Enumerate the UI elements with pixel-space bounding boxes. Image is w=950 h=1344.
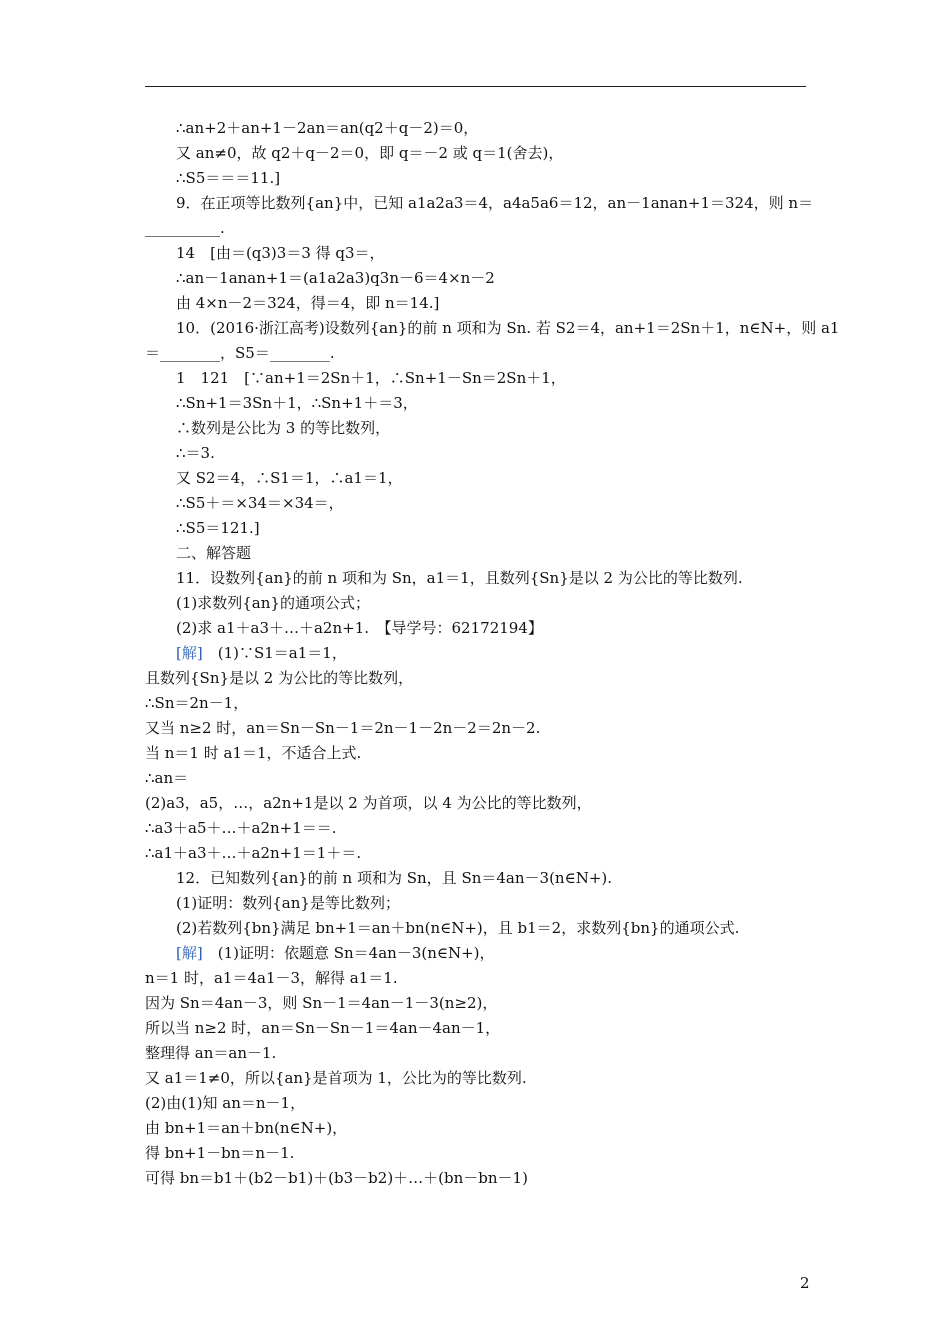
- text-line: ∴Sn＝2n－1，: [145, 694, 249, 712]
- text-line: 且数列{Sn}是以 2 为公比的等比数列，: [145, 669, 414, 687]
- text-line: 可得 bn＝b1＋(b2－b1)＋(b3－b2)＋…＋(bn－bn－1): [145, 1169, 528, 1187]
- text-line: (2)由(1)知 an＝n－1，: [145, 1094, 306, 1112]
- text-line: ∴＝3.: [176, 444, 215, 462]
- text-line: 14 [由＝(q3)3＝3 得 q3＝，: [176, 244, 385, 262]
- text-line: (1)证明：数列{an}是等比数列；: [176, 894, 400, 912]
- text-line: 当 n＝1 时 a1＝1，不适合上式.: [145, 744, 362, 762]
- solution-label: [解]: [176, 644, 203, 662]
- text-line: ∴an－1anan+1＝(a1a2a3)q3n－6＝4×n－2: [176, 269, 495, 287]
- text-line: 又 an≠0，故 q2＋q－2＝0，即 q＝－2 或 q＝1(舍去)，: [176, 144, 564, 162]
- question-11: 11．设数列{an}的前 n 项和为 Sn，a1＝1，且数列{Sn}是以 2 为公比的等比数列.: [176, 569, 743, 587]
- text-line: ∴S5＝121.]: [176, 519, 260, 537]
- text-line: ∴S5＋＝×34＝×34＝，: [176, 494, 344, 512]
- text-line: ∴S5＝＝＝11.]: [176, 169, 281, 187]
- page-number: 2: [800, 1274, 810, 1292]
- question-12: 12．已知数列{an}的前 n 项和为 Sn，且 Sn＝4an－3(n∈N+).: [176, 869, 613, 887]
- text-line: (2)求 a1＋a3＋…＋a2n+1. 【导学号：62172194】: [176, 619, 543, 637]
- text-line: ∴a1＋a3＋…＋a2n+1＝1＋＝.: [145, 844, 362, 862]
- header-rule: [145, 86, 806, 87]
- text-line: 由 bn+1＝an＋bn(n∈N+)，: [145, 1119, 348, 1137]
- text-line: ∴an＝: [145, 769, 189, 787]
- text-line: ∴数列是公比为 3 的等比数列，: [176, 419, 391, 437]
- text-line: 又 S2＝4，∴S1＝1，∴a1＝1，: [176, 469, 403, 487]
- text-line: 所以当 n≥2 时，an＝Sn－Sn－1＝4an－4an－1，: [145, 1019, 501, 1037]
- text-line: (2)若数列{bn}满足 bn+1＝an＋bn(n∈N+)，且 b1＝2，求数列{bn}的通项公式.: [176, 919, 740, 937]
- text-line: 得 bn+1－bn＝n－1.: [145, 1144, 295, 1162]
- text-line: ∴Sn+1＝3Sn＋1，∴Sn+1＋＝3，: [176, 394, 418, 412]
- text-line: 1 121 [∵an+1＝2Sn＋1，∴Sn+1－Sn＝2Sn＋1，: [176, 369, 566, 387]
- question-9: 9．在正项等比数列{an}中，已知 a1a2a3＝4，a4a5a6＝12，an－1anan+1＝324，则 n＝: [176, 194, 814, 212]
- text-line: ∴an+2＋an+1－2an＝an(q2＋q－2)＝0，: [176, 119, 479, 137]
- text-line: 整理得 an＝an－1.: [145, 1044, 277, 1062]
- section-heading: 二、解答题: [176, 544, 252, 562]
- text-line: 因为 Sn＝4an－3，则 Sn－1＝4an－1－3(n≥2)，: [145, 994, 498, 1012]
- solution-line: [176, 644, 347, 662]
- text-line: 由 4×n－2＝324，得＝4，即 n＝14.]: [176, 294, 440, 312]
- text-line: ∴a3＋a5＋…＋a2n+1＝＝.: [145, 819, 337, 837]
- text-line: 又 a1＝1≠0，所以{an}是首项为 1，公比为的等比数列.: [145, 1069, 527, 1087]
- text-line: (1)求数列{an}的通项公式；: [176, 594, 370, 612]
- solution-text: (1)∵S1＝a1＝1，: [202, 644, 347, 662]
- text-line: 又当 n≥2 时，an＝Sn－Sn－1＝2n－1－2n－2＝2n－2.: [145, 719, 541, 737]
- text-line: (2)a3，a5，…，a2n+1是以 2 为首项，以 4 为公比的等比数列，: [145, 794, 592, 812]
- text-line: n＝1 时，a1＝4a1－3，解得 a1＝1.: [145, 969, 398, 987]
- solution-text: (1)证明：依题意 Sn＝4an－3(n∈N+)，: [202, 944, 495, 962]
- solution-label: [解]: [176, 944, 203, 962]
- answer-blank: ＝________，S5＝________.: [145, 344, 335, 362]
- answer-blank: __________.: [145, 219, 225, 237]
- solution-line: [176, 944, 495, 962]
- question-10: 10．(2016·浙江高考)设数列{an}的前 n 项和为 Sn. 若 S2＝4，an+1＝2Sn＋1，n∈N+，则 a1: [176, 319, 840, 337]
